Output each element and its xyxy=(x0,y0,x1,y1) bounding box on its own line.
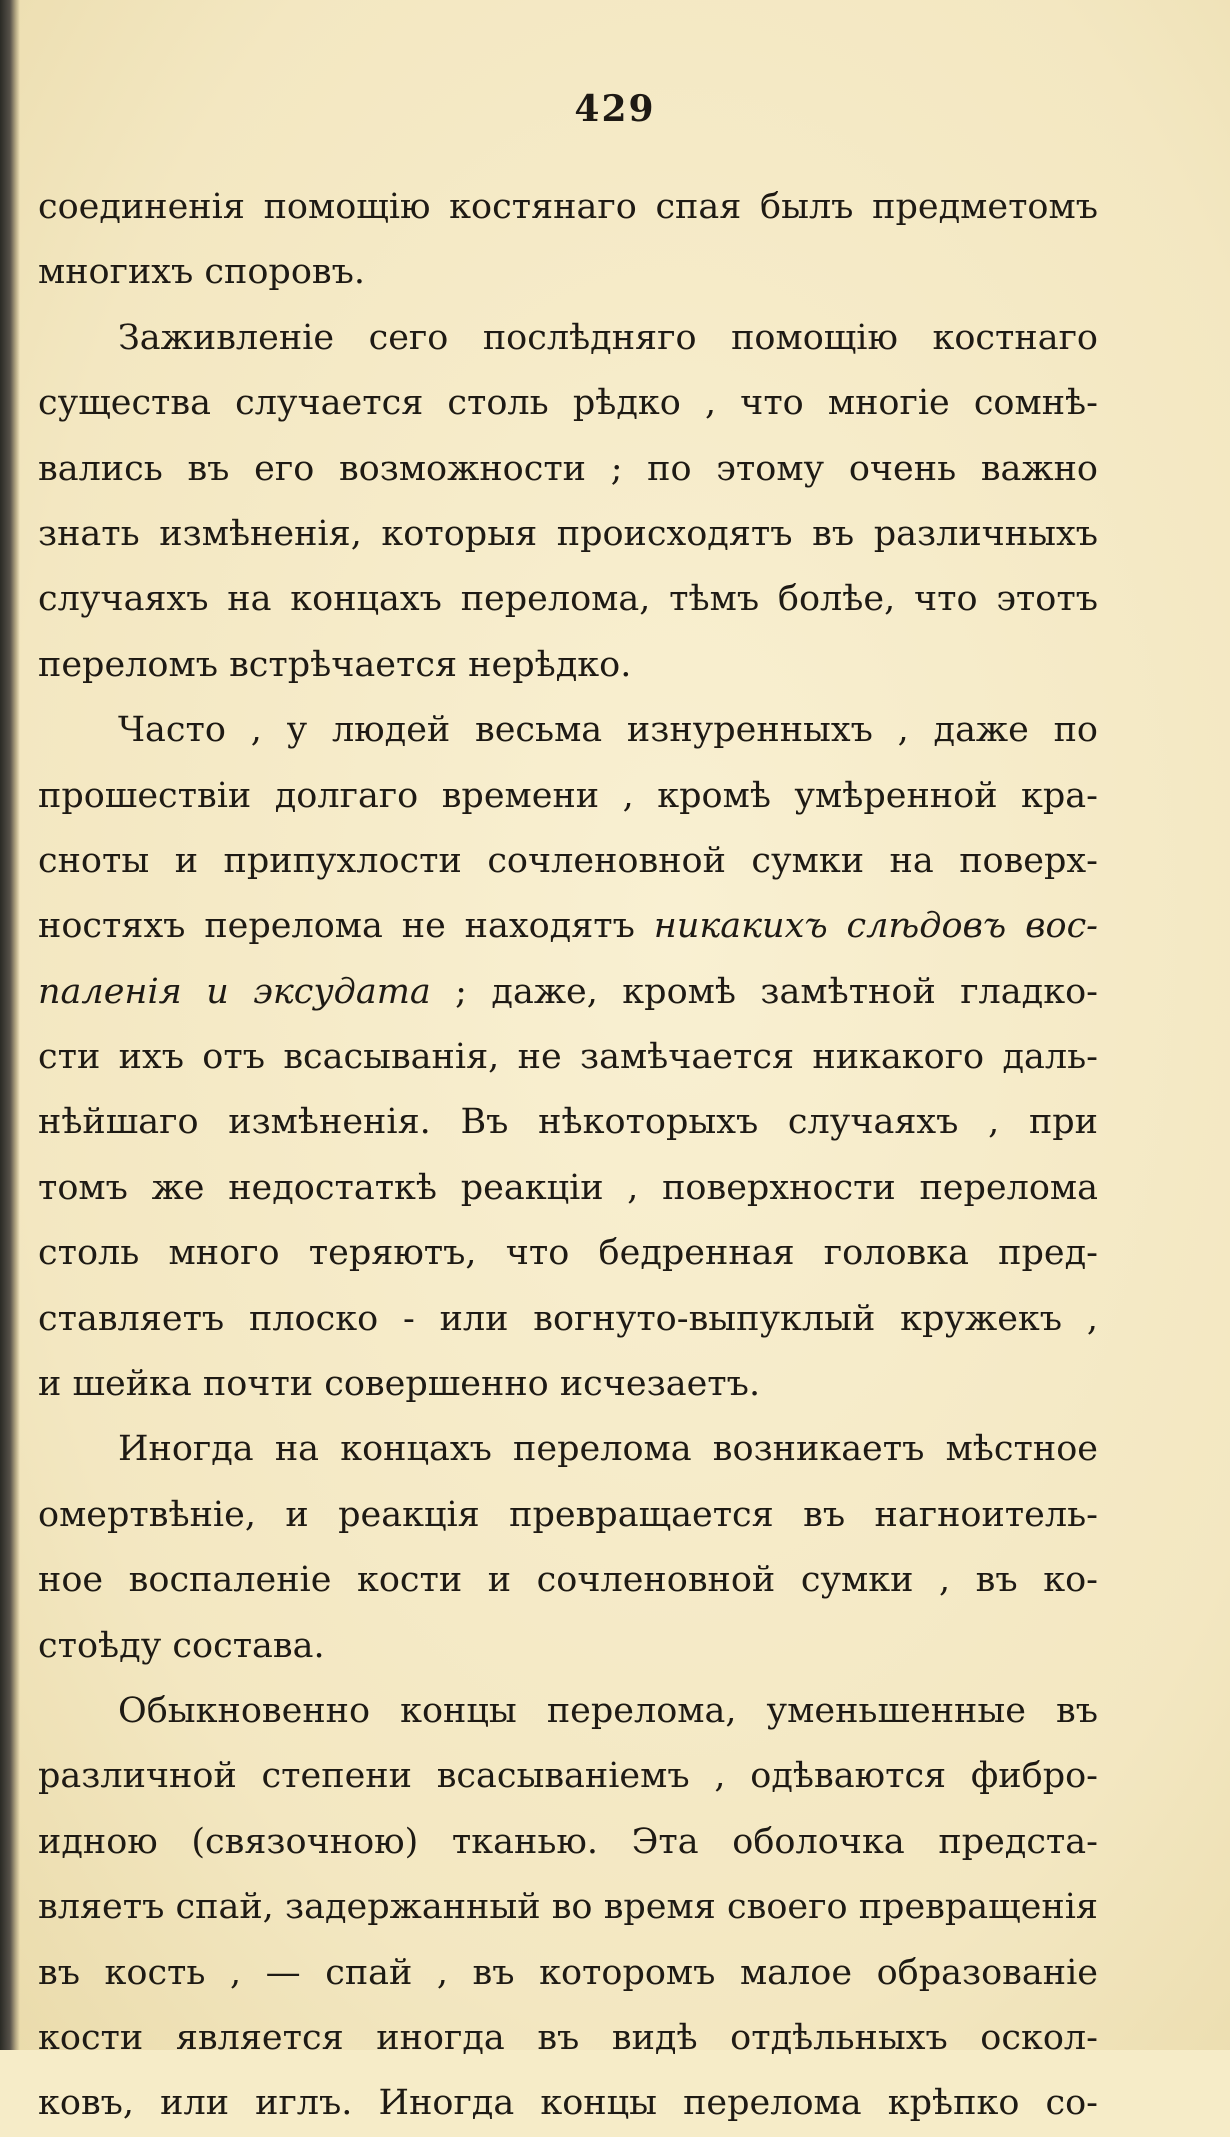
text-segment: Заживленіе сего послѣдняго помощію костнаго xyxy=(118,317,1098,358)
text-segment: прошествіи долгаго времени , кромѣ умѣренной кра- xyxy=(38,775,1098,816)
text-line xyxy=(38,1679,1098,1744)
text-line xyxy=(38,633,1098,698)
text-line xyxy=(38,1417,1098,1482)
text-segment: томъ же недостаткѣ реакціи , поверхности перелома xyxy=(38,1167,1098,1208)
text-line xyxy=(38,240,1098,305)
text-line xyxy=(38,437,1098,502)
text-segment: различной степени всасываніемъ , одѣваются фибро- xyxy=(38,1756,1098,1797)
text-line xyxy=(38,894,1098,959)
text-line xyxy=(38,1614,1098,1679)
text-line xyxy=(38,698,1098,763)
text-segment: столь много теряютъ, что бедренная головка пред- xyxy=(38,1233,1098,1274)
text-line xyxy=(38,567,1098,632)
text-line xyxy=(38,829,1098,894)
text-line xyxy=(38,1744,1098,1809)
text-segment: соединенія помощію костянаго спая былъ предметомъ xyxy=(38,187,1098,227)
text-segment: вались въ его возможности ; по этому очень важно xyxy=(38,448,1098,489)
book-spine-edge xyxy=(0,0,20,2050)
text-segment: многихъ споровъ. xyxy=(38,252,365,293)
text-segment: ставляетъ плоско - или вогнуто-выпуклый кружекъ , xyxy=(38,1298,1098,1339)
text-line xyxy=(38,502,1098,567)
page-number: 429 xyxy=(574,88,656,130)
text-line xyxy=(38,1090,1098,1155)
text-line xyxy=(38,2006,1098,2071)
text-segment: нѣйшаго измѣненія. Въ нѣкоторыхъ случаяхъ , при xyxy=(38,1102,1098,1143)
text-segment: случаяхъ на концахъ перелома, тѣмъ болѣе, что этотъ xyxy=(38,579,1098,620)
text-line xyxy=(38,371,1098,436)
text-segment: ковъ, или иглъ. Иногда концы перелома крѣпко со- xyxy=(38,2083,1098,2124)
text-line xyxy=(38,1810,1098,1875)
text-line xyxy=(38,1548,1098,1613)
text-segment: переломъ встрѣчается нерѣдко. xyxy=(38,644,632,685)
text-segment: сноты и припухлости сочленовной сумки на поверх- xyxy=(38,840,1098,881)
text-segment: омертвѣніе, и реакція превращается въ нагноитель- xyxy=(38,1494,1098,1535)
italic-text-segment: никакихъ слѣдовъ вос- xyxy=(653,906,1098,947)
text-segment: и шейка почти совершенно исчезаетъ. xyxy=(38,1364,761,1405)
text-line xyxy=(38,306,1098,371)
text-segment: ностяхъ перелома не находятъ xyxy=(38,906,654,947)
text-segment: Обыкновенно концы перелома, уменьшенные въ xyxy=(118,1690,1098,1731)
text-segment: сти ихъ отъ всасыванія, не замѣчается никакого даль- xyxy=(38,1037,1098,1078)
text-line xyxy=(38,1875,1098,1940)
text-line xyxy=(38,175,1098,240)
text-line xyxy=(38,1352,1098,1417)
text-line xyxy=(38,1941,1098,2006)
text-segment: идною (связочною) тканью. Эта оболочка предста- xyxy=(38,1821,1098,1862)
text-segment: вляетъ спай, задержанный во время своего превращенія xyxy=(38,1887,1098,1928)
text-segment: Иногда на концахъ перелома возникаетъ мѣстное xyxy=(118,1429,1098,1470)
text-segment: въ кость , — спай , въ которомъ малое образованіе xyxy=(38,1952,1098,1993)
text-segment: существа случается столь рѣдко , что многіе сомнѣ- xyxy=(38,383,1098,424)
text-line xyxy=(38,764,1098,829)
text-segment: ; даже, кромѣ замѣтной гладко- xyxy=(430,971,1098,1012)
text-line xyxy=(38,1221,1098,1286)
text-segment: ное воспаленіе кости и сочленовной сумки , въ ко- xyxy=(38,1560,1098,1601)
text-line xyxy=(38,1483,1098,1548)
text-segment: Часто , у людей весьма изнуренныхъ , даже по xyxy=(118,710,1098,751)
body-text xyxy=(38,175,1098,2137)
text-line xyxy=(38,2071,1098,2136)
text-line xyxy=(38,1025,1098,1090)
italic-text-segment: паленія и эксудата xyxy=(38,971,431,1012)
text-line xyxy=(38,1287,1098,1352)
text-segment: стоѣду состава. xyxy=(38,1625,325,1666)
text-segment: знать измѣненія, которыя происходятъ въ различныхъ xyxy=(38,513,1098,554)
text-segment: кости является иногда въ видѣ отдѣльныхъ оскол- xyxy=(38,2017,1098,2058)
text-line xyxy=(38,1156,1098,1221)
text-line xyxy=(38,960,1098,1025)
